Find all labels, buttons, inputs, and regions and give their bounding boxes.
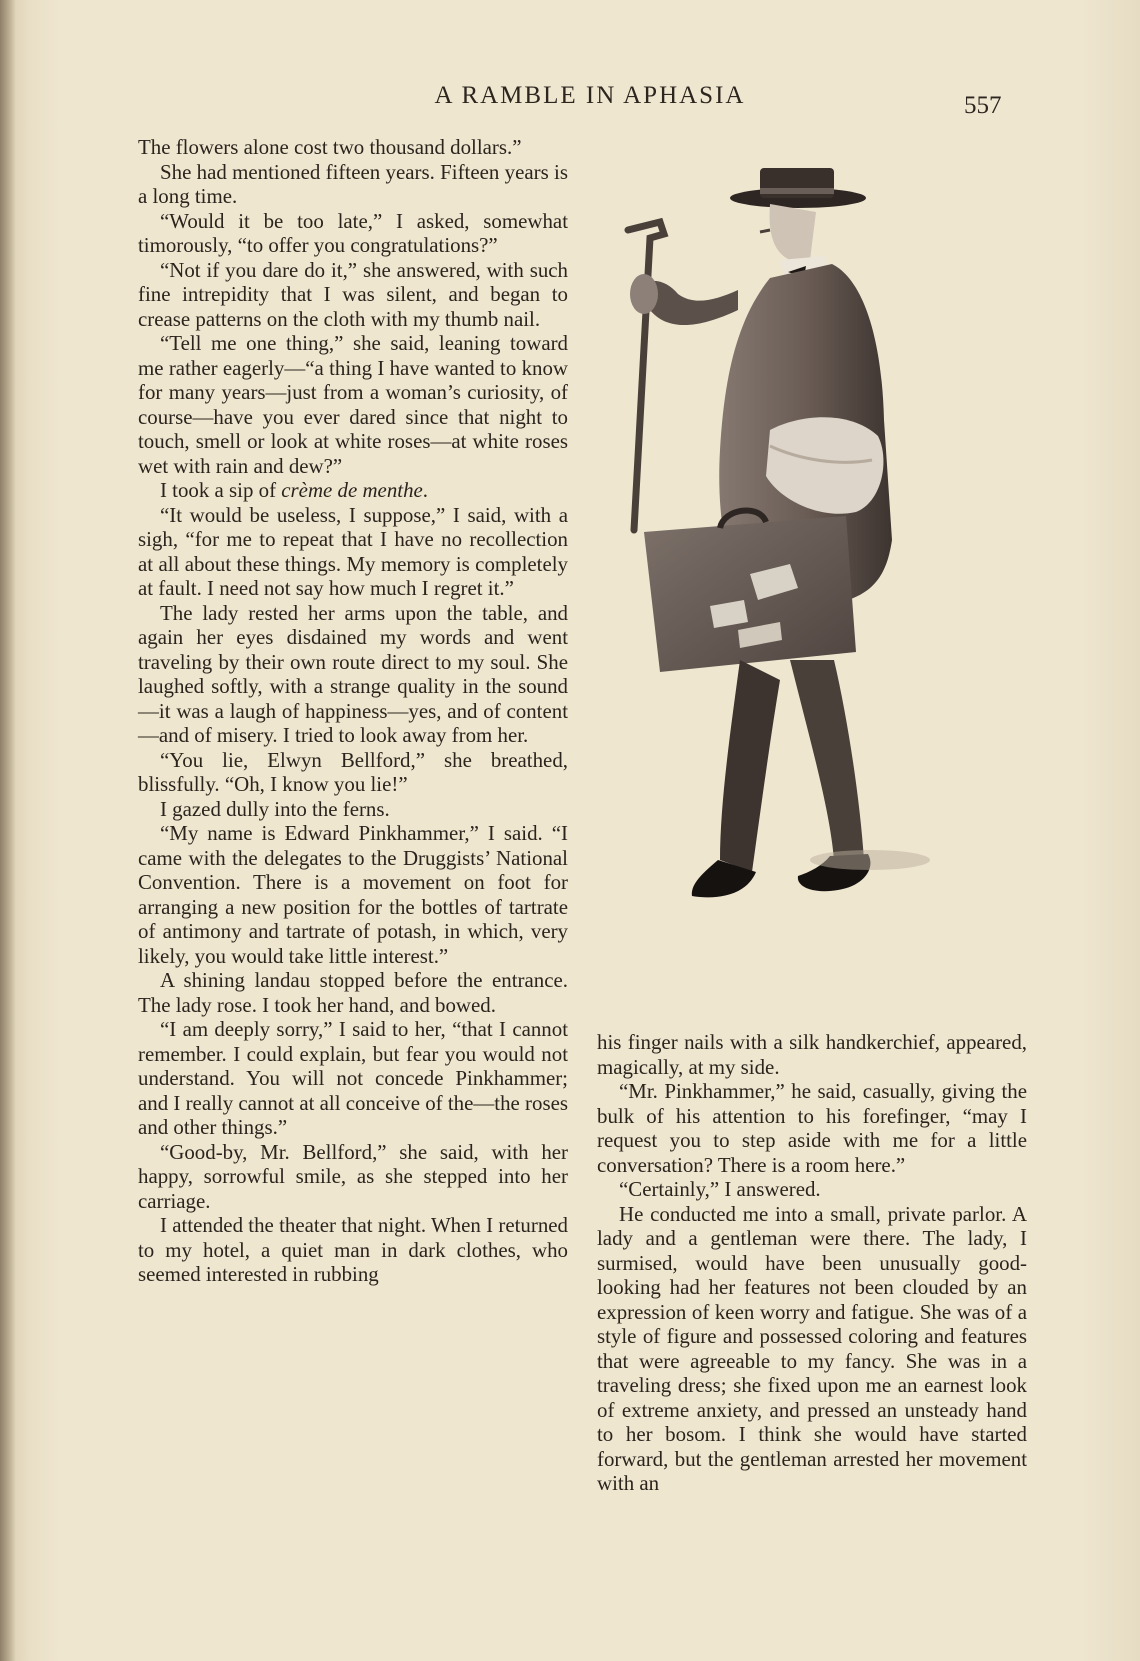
paragraph-text: . — [422, 478, 429, 502]
man-illustration — [620, 160, 960, 960]
paragraph: He conducted me into a small, private parlor. A lady and a gentleman were there. The lady, I surmised, would have been unusually good-looking had her features not been clouded by an expression of keen worry and fatigue. She was of a style of figure and possessed coloring and features that were agreeable to my fancy. She was in a traveling dress; she fixed upon me an earnest look of extreme anxiety, and pressed an unsteady hand to her bosom. I think she would have started forward, but the gentleman arrested her movement with an — [597, 1201, 1027, 1495]
right-leg — [790, 660, 864, 860]
paragraph: his finger nails with a silk handkerchief, appeared, magically, at my side. — [597, 1030, 1027, 1079]
binding-gutter — [0, 0, 16, 1661]
italic-phrase: crème de menthe — [281, 478, 423, 502]
suitcase — [644, 516, 856, 672]
paragraph: “Good-by, Mr. Bellford,” she said, with her happy, sorrowful smile, as she stepped into her carriage. — [138, 1139, 568, 1213]
paragraph: “You lie, Elwyn Bellford,” she breathed, blissfully. “Oh, I know you lie!” — [138, 747, 568, 796]
paragraph: “My name is Edward Pinkhammer,” I said. “I came with the delegates to the Druggists’ National Convention. There is a movement on foot for arranging a new position for the bottles of tartrate of antimony and tartrate of potash, in which, very likely, you would take little interest.” — [138, 821, 568, 968]
paragraph-text: I took a sip of — [160, 478, 282, 502]
paragraph: “Would it be too late,” I asked, somewhat timorously, “to offer you congratulations?” — [138, 208, 568, 257]
paragraph: “Mr. Pinkhammer,” he said, casually, giving the bulk of his attention to his forefinger, “may I request you to step aside with me for a little conversation? There is a room here.” — [597, 1079, 1027, 1177]
paragraph: “Tell me one thing,” she said, leaning toward me rather eagerly—“a thing I have wanted to know for many years—just from a woman’s curiosity, of course—have you ever dared since that night to touch, smell or look at white roses—at white roses wet with rain and dew?” — [138, 331, 568, 478]
paragraph: She had mentioned fifteen years. Fifteen years is a long time. — [138, 159, 568, 208]
paragraph: I gazed dully into the ferns. — [160, 796, 390, 821]
left-leg — [720, 660, 780, 872]
left-column — [138, 135, 568, 1287]
running-title: A RAMBLE IN APHASIA — [434, 82, 746, 109]
cane — [628, 222, 664, 530]
illustration-man-with-cane — [620, 160, 960, 960]
right-column — [597, 1030, 1027, 1496]
paragraph: “Certainly,” I answered. — [619, 1177, 821, 1201]
hand — [630, 274, 658, 314]
page-number: 557 — [964, 92, 1002, 119]
paragraph: The lady rested her arms upon the table, and again her eyes disdained my words and went traveling by their own route direct to my soul. She laughed softly, with a strange quality in the sound—it was a laugh of happiness—yes, and of content—and of misery. I tried to look away from her. — [138, 600, 568, 747]
paragraph: I attended the theater that night. When I returned to my hotel, a quiet man in dark clothes, who seemed interested in rubbing — [138, 1213, 568, 1286]
paragraph — [138, 478, 568, 503]
paragraph: “I am deeply sorry,” I said to her, “that I cannot remember. I could explain, but fear you would not understand. You will not concede Pinkhammer; and I really cannot at all conceive of the—the roses and other things.” — [138, 1017, 568, 1139]
paragraph: “Not if you dare do it,” she answered, with such fine intrepidity that I was silent, and began to crease patterns on the cloth with my thumb nail. — [138, 257, 568, 331]
paragraph: The flowers alone cost two thousand dollars.” — [138, 135, 522, 159]
paragraph: “It would be useless, I suppose,” I said, with a sigh, “for me to repeat that I have no recollection at all about these things. My memory is completely at fault. I need not say how much I regret it.” — [138, 502, 568, 600]
paragraph: A shining landau stopped before the entrance. The lady rose. I took her hand, and bowed. — [138, 968, 568, 1017]
head — [770, 204, 816, 260]
